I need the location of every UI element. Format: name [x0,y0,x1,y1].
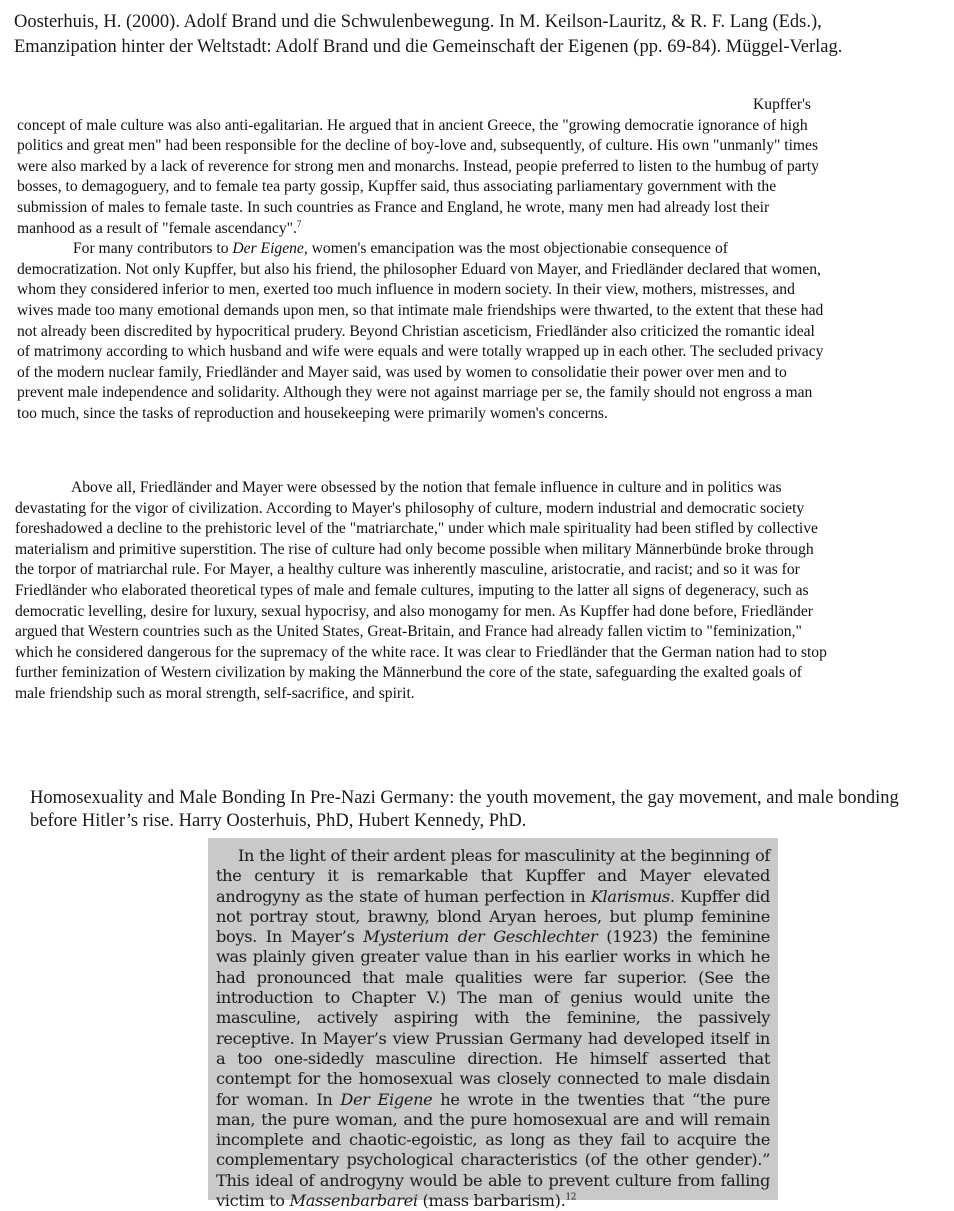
scan-italic: Massenbarbarei [289,1191,418,1211]
scan-text: (mass barbarism). [417,1191,566,1211]
citation: Oosterhuis, H. (2000). Adolf Brand und die Schwulenbewegung. In M. Keilson-Lauritz, & R. F. Lang (Eds.), Emanzipation hinter der Weltstadt: Adolf Brand und die Gemeinschaft der Eigenen (pp. 69-84). Müggel-Verlag. [14,12,843,57]
paragraph-text: women's emancipation was the most objectionabie consequence of democratization. Not only Kupffer, but also his friend, the philosopher Eduard von Mayer, and Friedländer declared that women, whom they considered inferior to men, exerted too much influence in modern society. In their view, mothers, mistresses, and wives made too many emotional demands upon men, so that intimate male friendships were thwarted, to the extent that these had not already been discredited by hypocritical prudery. Beyond Christian asceticism, Friedländer also criticized the romantic ideal of matrimony according to which husband and wife were equals and were totally wrapped up in each other. The secluded privacy of the modern nuclear family, Friedländer and Mayer said, was used by women to consolidatie their power over men and to prevent male independence and solidarity. Although they were not against marriage per se, the family should not engross a man too much, since the tasks of reproduction and housekeeping were primarily women's concerns. [17,240,824,422]
paragraph-text: concept of male culture was also anti-egalitarian. He argued that in ancient Greece, the "growing democratie ignorance of high politics and great men" had been responsible for the decline of boy-love and, subsequently, of culture. His own "unmanly" times were also marked by a lack of reverence for strong men and monarchs. Instead, peopie preferred to listen to the humbug of party bosses, to demagoguery, and to female tea party gossip, Kupffer said, thus associating parliamentary government with the submission of males to female taste. In such countries as France and England, he wrote, many men had already lost their manhood as a result of "female ascendancy". [17,116,819,237]
excerpt-middle [15,478,827,705]
excerpt-paragraph [17,239,825,424]
paragraph-text: For many contributors to [73,240,233,258]
excerpt-paragraph: Above all, Friedländer and Mayer were obsessed by the notion that female influence in culture and in politics was devastating for the vigor of civilization. According to Mayer's philosophy of culture, modern industrial and democratic society foreshadowed a decline to the prehistoric level of the "matriarchate," under which male spirituality had been stifled by collective materialism and primitive superstition. The rise of culture had only become possible when military Männerbünde broke through the torpor of matriarchal rule. For Mayer, a healthy culture was inherently masculine, aristocratie, and racist; and so it was for Friedländer who elaborated theoretical types of male and female cultures, imputing to the latter all signs of degeneracy, such as democratic levelling, desire for luxury, sexual hypocrisy, and also monogamy for men. As Kupffer had done before, Friedländer argued that Western countries such as the United States, Great-Britain, and France had already fallen victim to "feminization," which he considered dangerous for the supremacy of the white race. It was clear to Friedländer that the German nation had to stop further feminization of Western civilization by making the Männerbund the core of the state, safeguarding the exalted goals of male friendship such as moral strength, self-sacrifice, and spirit. [15,479,827,702]
scan-text: he wrote in the twenties that “the pure man, the pure woman, and the pure homosexual are and will remain incomplete and chaotic-egoistic, as long as they fail to acquire the complementary psychological characteristics (of the other gender).” This ideal of androgyny would be able to prevent culture from falling victim to [216,1089,770,1211]
footnote-ref: 7 [296,218,302,229]
scan-text: (1923) the feminine was plainly given greater value than in his earlier works in which he had pronounced that male qualities were far superior. (See the introduction to Chapter V.) The man of genius would unite the masculine, actively aspiring with the feminine, the passively receptive. In Mayer’s view Prussian Germany had developed itself in a too one-sidedly masculine direction. He himself asserted that contempt for the homosexual was closely connected to male disdain for woman. In [216,927,770,1109]
scan-italic: Klarismus [590,886,670,906]
scan-italic: Der Eigene [340,1089,433,1109]
journal-title: Der Eigene, [232,240,308,258]
footnote-ref: 12 [565,1192,577,1203]
excerpt-top [17,95,825,425]
excerpt-runin: Kupffer's [753,96,811,113]
book-citation: Homosexuality and Male Bonding In Pre-Nazi Germany: the youth movement, the gay movement, and male bonding before Hitler’s rise. Harry Oosterhuis, PhD, Hubert Kennedy, PhD. [30,788,899,831]
scan-text: . Kupffer did not portray stout, brawny, blond Aryan heroes, but plump feminine boys. In Mayer’s [216,886,770,947]
scanned-excerpt [208,838,778,1211]
excerpt-paragraph [17,116,825,240]
scan-italic: Mysterium der Geschlechter [363,927,598,947]
scan-text: In the light of their ardent pleas for masculinity at the beginning of the century it is remarkable that Kupffer and Mayer elevated androgyny as the state of human perfection in [216,846,770,906]
scanned-paragraph [216,846,770,1211]
